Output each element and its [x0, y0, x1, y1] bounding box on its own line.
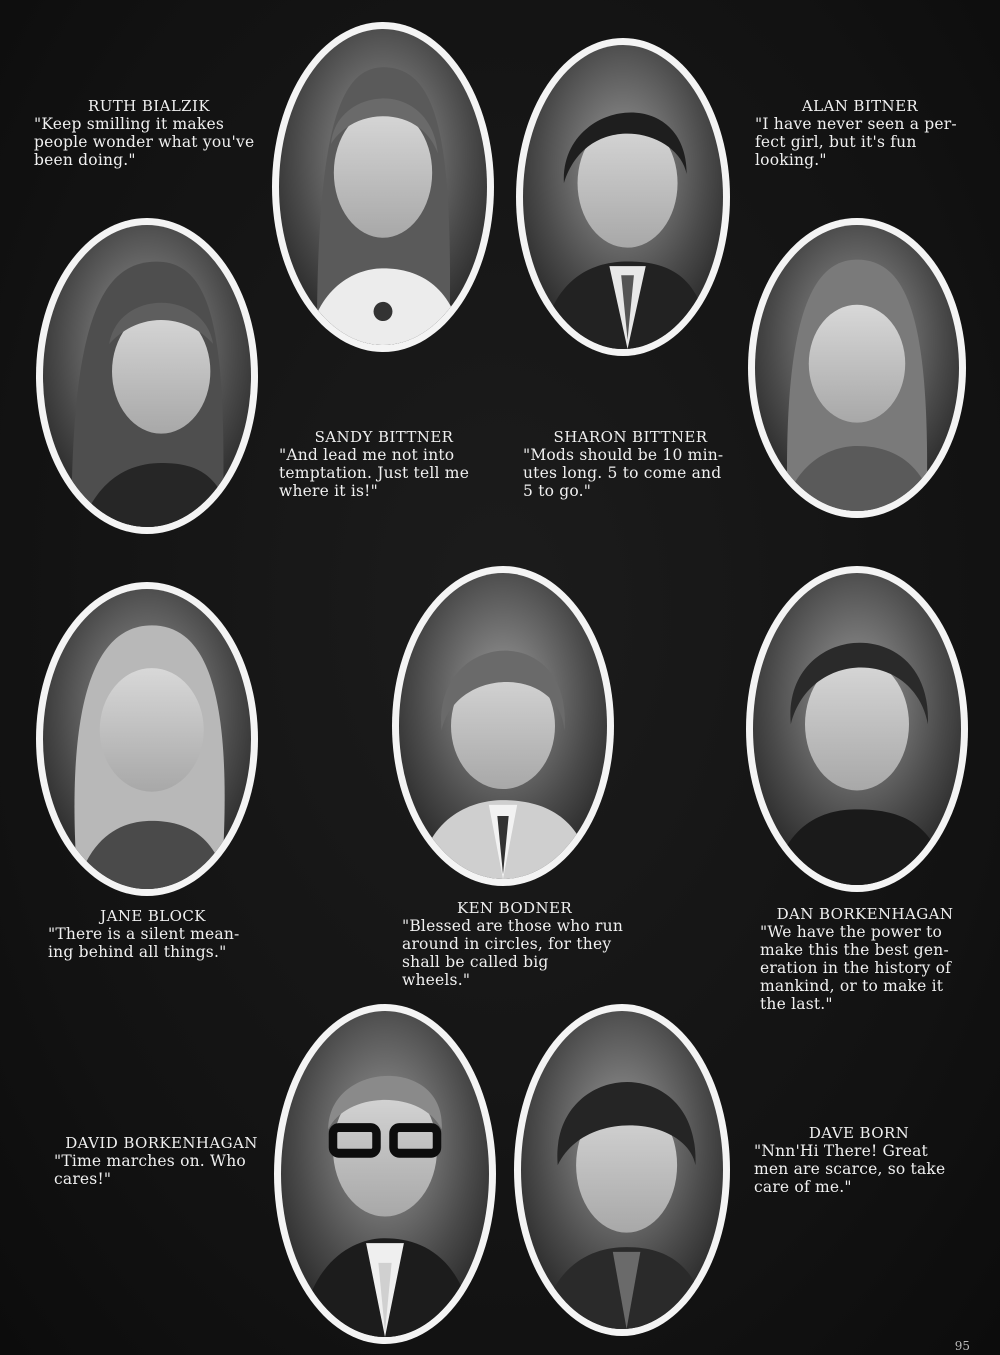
student-name: ALAN BITNER	[801, 97, 919, 115]
student-name: DAVID BORKENHAGAN	[65, 1134, 258, 1152]
caption-david-borkenhagan	[54, 1134, 269, 1188]
caption-alan-bitner	[755, 97, 965, 169]
portrait-sandy-bittner	[272, 22, 494, 352]
student-name: KEN BODNER	[456, 899, 573, 917]
student-quote: "Nnn'Hi There! Great men are scarce, so take care of me."	[754, 1142, 946, 1196]
student-name: DAVE BORN	[808, 1124, 910, 1142]
student-quote: "Time marches on. Who cares!"	[54, 1152, 246, 1188]
portrait-alan-bitner	[516, 38, 730, 356]
page-number: 95	[954, 1339, 970, 1353]
student-name: SANDY BITTNER	[314, 428, 454, 446]
caption-ruth-bialzik	[20, 97, 278, 169]
portrait-sharon-bittner	[748, 218, 966, 518]
student-quote: "There is a silent mean- ing behind all things."	[48, 925, 240, 961]
portrait-ken-bodner	[392, 566, 614, 886]
student-quote: "Blessed are those who run around in circles, for they shall be called big wheels."	[402, 917, 624, 989]
student-name: RUTH BIALZIK	[88, 97, 210, 115]
student-quote: "Mods should be 10 min- utes long. 5 to come and 5 to go."	[523, 446, 724, 500]
student-name: DAN BORKENHAGAN	[776, 905, 954, 923]
student-quote: "I have never seen a per- fect girl, but it's fun looking."	[755, 115, 957, 169]
caption-sandy-bittner	[279, 428, 489, 500]
portrait-jane-block	[36, 582, 258, 896]
caption-dave-born	[754, 1124, 964, 1196]
student-name: JANE BLOCK	[100, 907, 206, 925]
portrait-dan-borkenhagan	[746, 566, 968, 892]
portrait-david-borkenhagan	[274, 1004, 496, 1344]
student-name: SHARON BITTNER	[553, 428, 708, 446]
portrait-ruth-bialzik	[36, 218, 258, 534]
caption-sharon-bittner	[523, 428, 738, 500]
student-quote: "And lead me not into temptation. Just tell me where it is!"	[279, 446, 470, 500]
student-quote: "We have the power to make this the best gen- eration in the history of mankind, or to make it the last."	[760, 923, 952, 1013]
caption-dan-borkenhagan	[760, 905, 970, 1013]
student-quote: "Keep smilling it makes people wonder what you've been doing."	[34, 115, 255, 169]
portrait-dave-born	[514, 1004, 730, 1336]
caption-jane-block	[48, 907, 258, 961]
caption-ken-bodner	[402, 899, 627, 989]
